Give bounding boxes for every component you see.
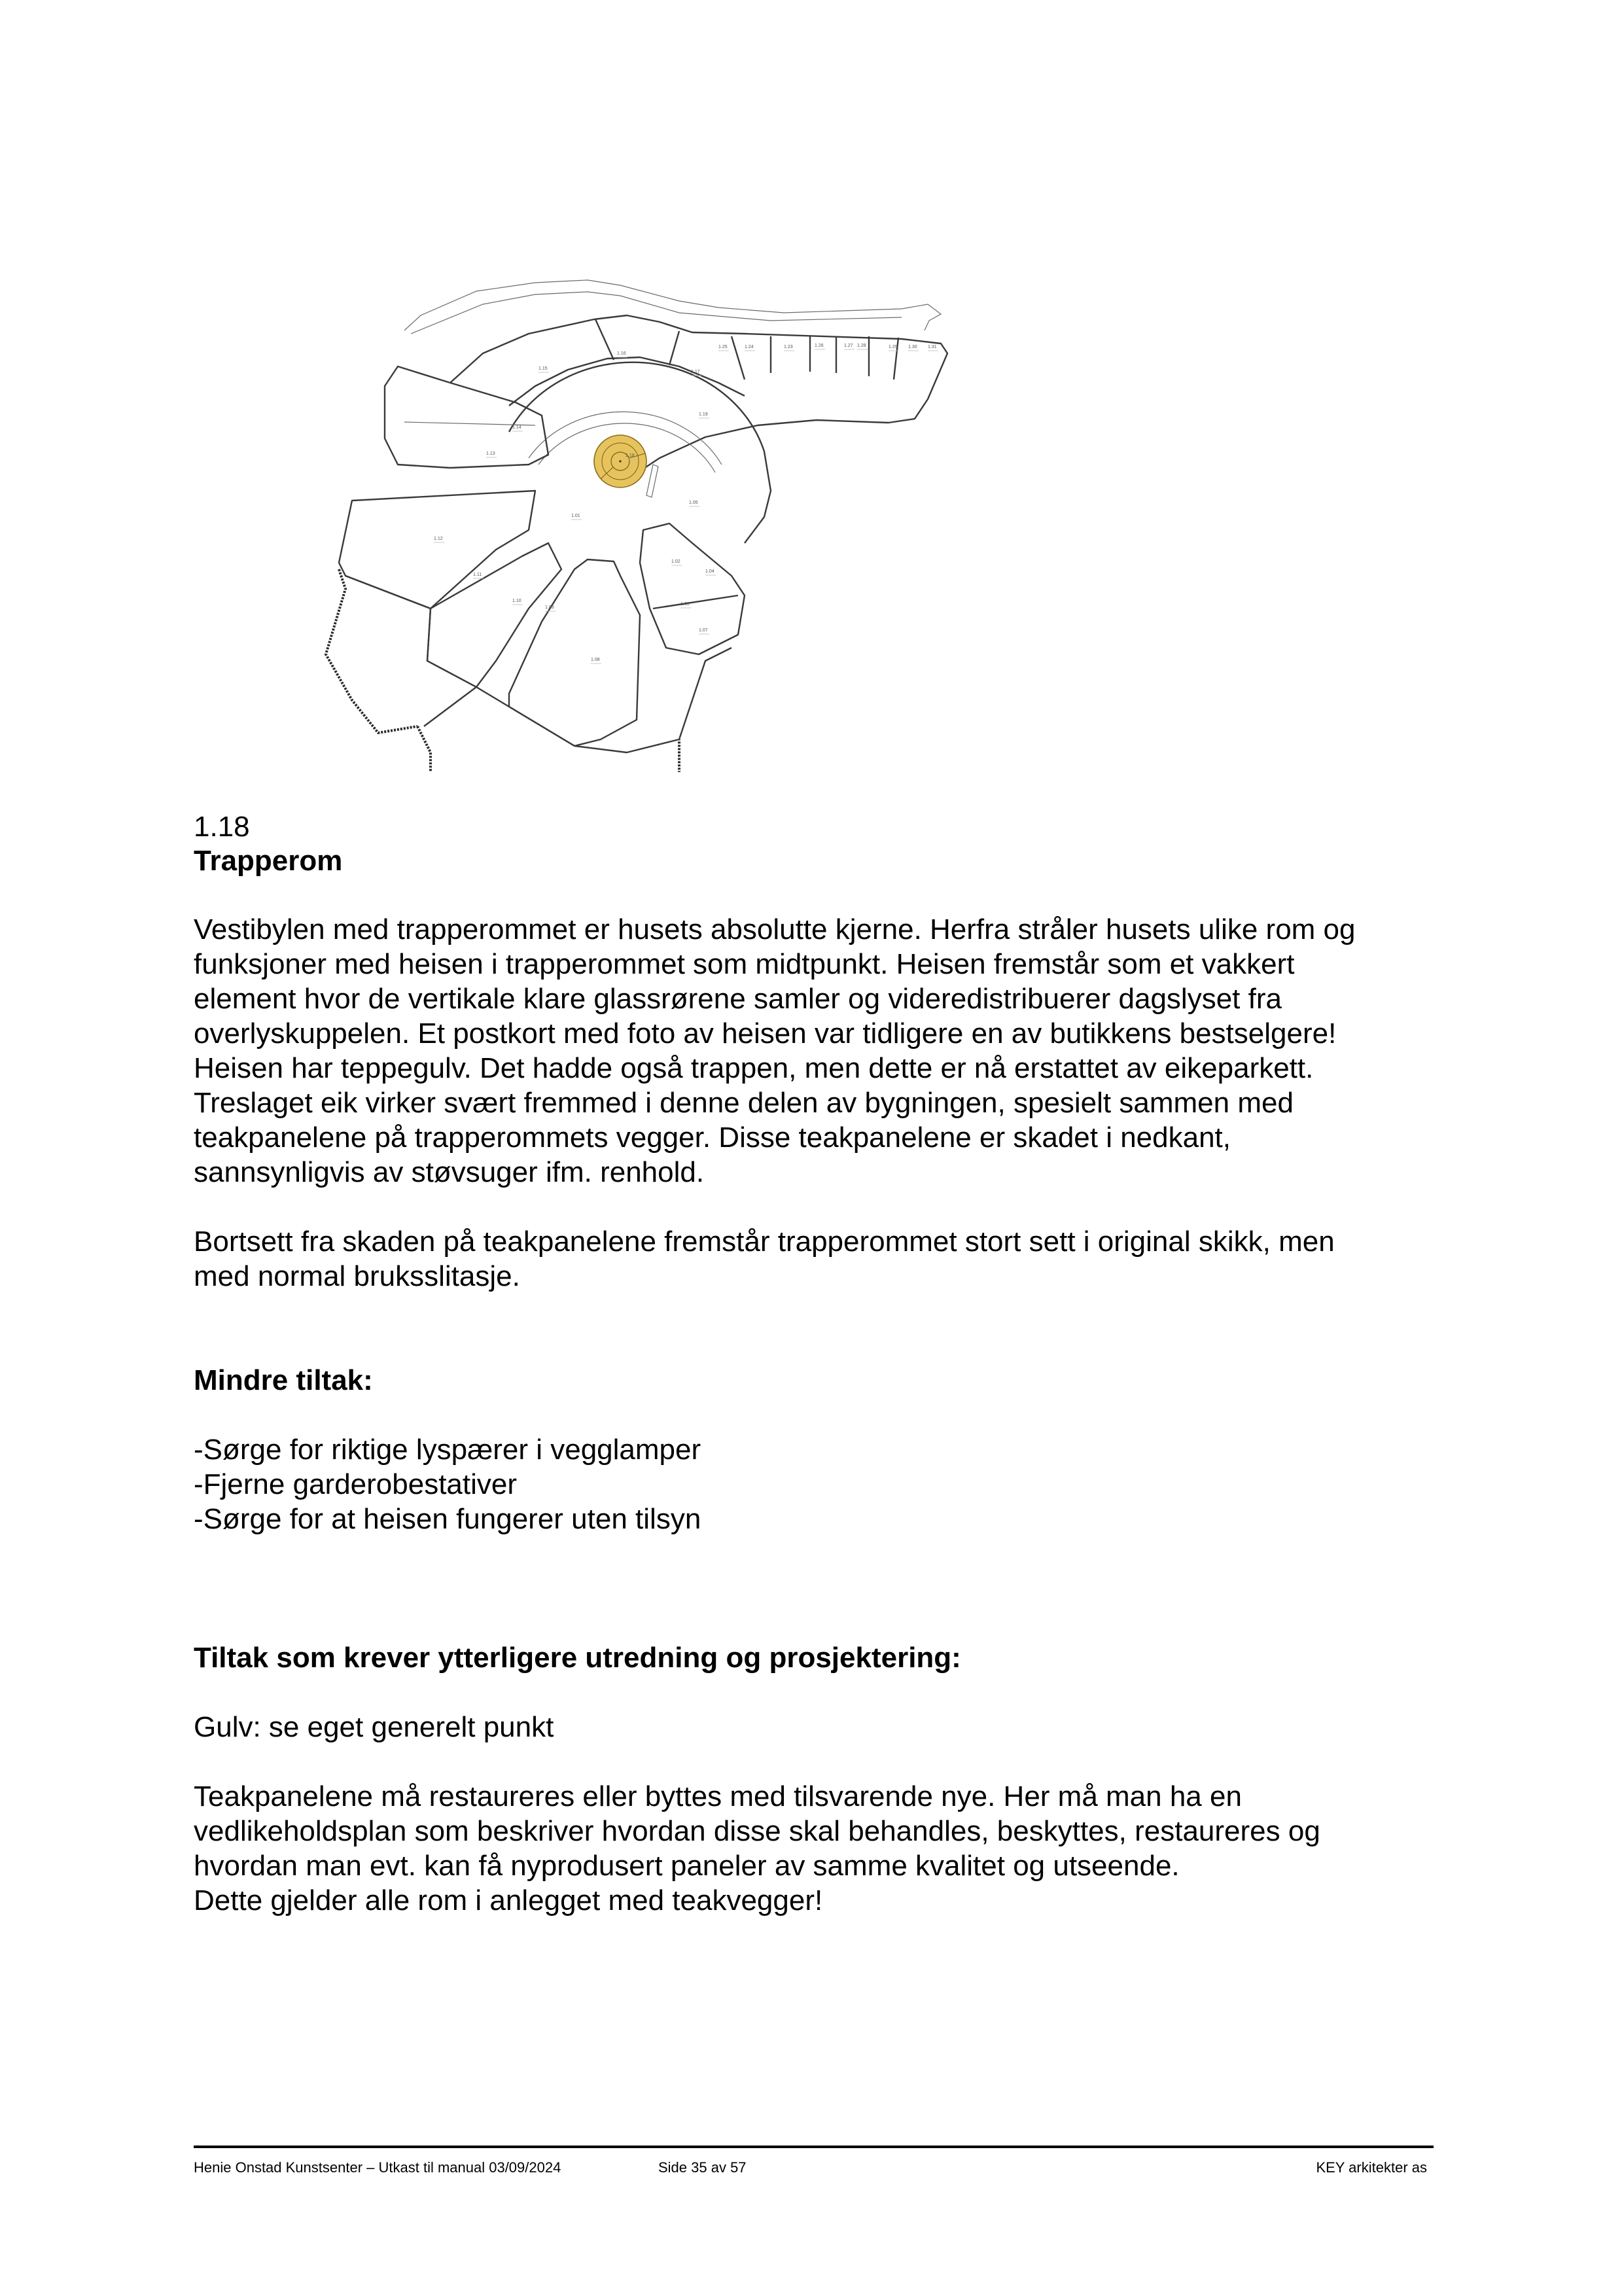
highlighted-stair-room	[594, 435, 646, 487]
condition-paragraph	[194, 1224, 1437, 1294]
room-number-label: 1.05	[689, 501, 698, 505]
room-number-label: 1.18	[626, 453, 635, 458]
gallery-112	[339, 491, 535, 609]
page-footer	[194, 2158, 1434, 2178]
room-number-label: 1.15	[538, 366, 548, 371]
room-number-label: 1.31	[928, 345, 937, 349]
paragraph-line: element hvor de vertikale klare glassrørene samler og videredistribuerer dagslyset fra	[194, 983, 1282, 1015]
paragraph-line: teakpanelene på trapperommets vegger. Disse teakpanelene er skadet i nedkant,	[194, 1122, 1231, 1154]
room-number-label: 1.14	[512, 425, 521, 430]
room-number-label: 1.25	[718, 345, 728, 349]
paragraph-line: Heisen har teppegulv. Det hadde også trappen, men dette er nå erstattet av eikeparkett.	[194, 1052, 1314, 1084]
paragraph-line: Treslaget eik virker svært fremmed i denne delen av bygningen, spesielt sammen med	[194, 1087, 1294, 1119]
restaurant-block	[385, 366, 548, 468]
list-item: -Sørge for riktige lyspærer i vegglamper	[194, 1434, 701, 1466]
terrace-inner	[411, 292, 902, 334]
room-number-label: 1.01	[571, 514, 580, 518]
partition	[732, 336, 745, 380]
floor-plan-drawing	[313, 268, 974, 772]
section-title: Trapperom	[194, 845, 343, 877]
document-body	[194, 810, 1437, 1918]
room-number-label: 1.08	[591, 658, 600, 662]
south-hall-inner	[476, 687, 679, 752]
teak-paragraph	[194, 1779, 1437, 1918]
partition	[653, 595, 738, 609]
partition	[595, 319, 614, 360]
room-number-label: 1.04	[705, 569, 714, 574]
room-number-label: 1.30	[908, 345, 917, 349]
minor-measures-list	[194, 1432, 1437, 1536]
room-number-label: 1.29	[889, 345, 898, 349]
footer-divider	[194, 2146, 1434, 2148]
paragraph-line: Vestibylen med trapperommet er husets absolutte kjerne. Herfra stråler husets ulike rom og	[194, 913, 1356, 945]
room-number-label: 1.16	[617, 351, 626, 356]
lobby-bench	[646, 465, 658, 497]
room-labels	[434, 344, 938, 663]
floor-note: Gulv: se eget generelt punkt	[194, 1711, 554, 1743]
north-wing-inner	[509, 357, 745, 406]
east-corridor	[679, 648, 732, 739]
room-number-label: 1.11	[473, 573, 482, 577]
footer-document-title: Henie Onstad Kunstsenter – Utkast til manual 03/09/2024	[194, 2159, 561, 2176]
footer-page-number: Side 35 av 57	[658, 2159, 747, 2176]
section-number: 1.18	[194, 811, 250, 843]
paragraph-line: overlyskuppelen. Et postkort med foto av heisen var tidligere en av butikkens bestselgere!	[194, 1017, 1337, 1050]
room-number-label: 1.23	[784, 345, 793, 349]
paragraph-line: sannsynligvis av støvsuger ifm. renhold.	[194, 1156, 705, 1188]
floor-plan-figure	[313, 268, 974, 772]
paragraph-line: Bortsett fra skaden på teakpanelene fremstår trapperommet stort sett i original skikk, men	[194, 1226, 1335, 1258]
description-paragraph	[194, 912, 1437, 1190]
room-number-label: 1.17	[691, 370, 700, 374]
room-number-label: 1.09	[545, 605, 554, 610]
room-number-label: 1.13	[486, 451, 495, 456]
room-number-label: 1.07	[699, 628, 708, 633]
paragraph-line: funksjoner med heisen i trapperommet som midtpunkt. Heisen fremstår som et vakkert	[194, 948, 1295, 980]
paragraph-line: vedlikeholdsplan som beskriver hvordan disse skal behandles, beskyttes, restaureres og	[194, 1815, 1320, 1847]
room-number-label: 1.02	[671, 559, 680, 564]
paragraph-line: med normal bruksslitasje.	[194, 1260, 520, 1292]
room-number-label: 1.19	[699, 412, 708, 417]
room-number-label: 1.12	[434, 537, 443, 541]
room-number-label: 1.28	[857, 344, 866, 348]
paragraph-line: Teakpanelene må restaureres eller byttes med tilsvarende nye. Her må man ha en	[194, 1780, 1242, 1812]
room-number-label: 1.24	[745, 345, 754, 349]
room-number-label: 1.10	[512, 599, 521, 603]
gallery-110	[427, 543, 561, 687]
partition	[894, 338, 898, 380]
room-number-label: 1.03	[680, 602, 690, 607]
room-number-label: 1.27	[844, 344, 853, 348]
further-measures-heading: Tiltak som krever ytterligere utredning og prosjektering:	[194, 1642, 961, 1674]
paragraph-line: hvordan man evt. kan få nyprodusert paneler av samme kvalitet og utseende.	[194, 1850, 1180, 1882]
west-gallery-inner	[345, 576, 476, 726]
terrace-outline	[404, 280, 941, 330]
room-number-label: 1.26	[815, 344, 824, 348]
footer-company: KEY arkitekter as	[1316, 2159, 1427, 2176]
partition	[669, 331, 679, 365]
paragraph-line: Dette gjelder alle rom i anlegget med teakvegger!	[194, 1884, 823, 1916]
east-cluster	[640, 523, 745, 654]
minor-measures-heading: Mindre tiltak:	[194, 1364, 373, 1396]
list-item: -Sørge for at heisen fungerer uten tilsyn	[194, 1503, 701, 1535]
list-item: -Fjerne garderobestativer	[194, 1468, 518, 1500]
north-wing-outer	[450, 315, 947, 484]
west-gallery-outer	[326, 569, 417, 733]
